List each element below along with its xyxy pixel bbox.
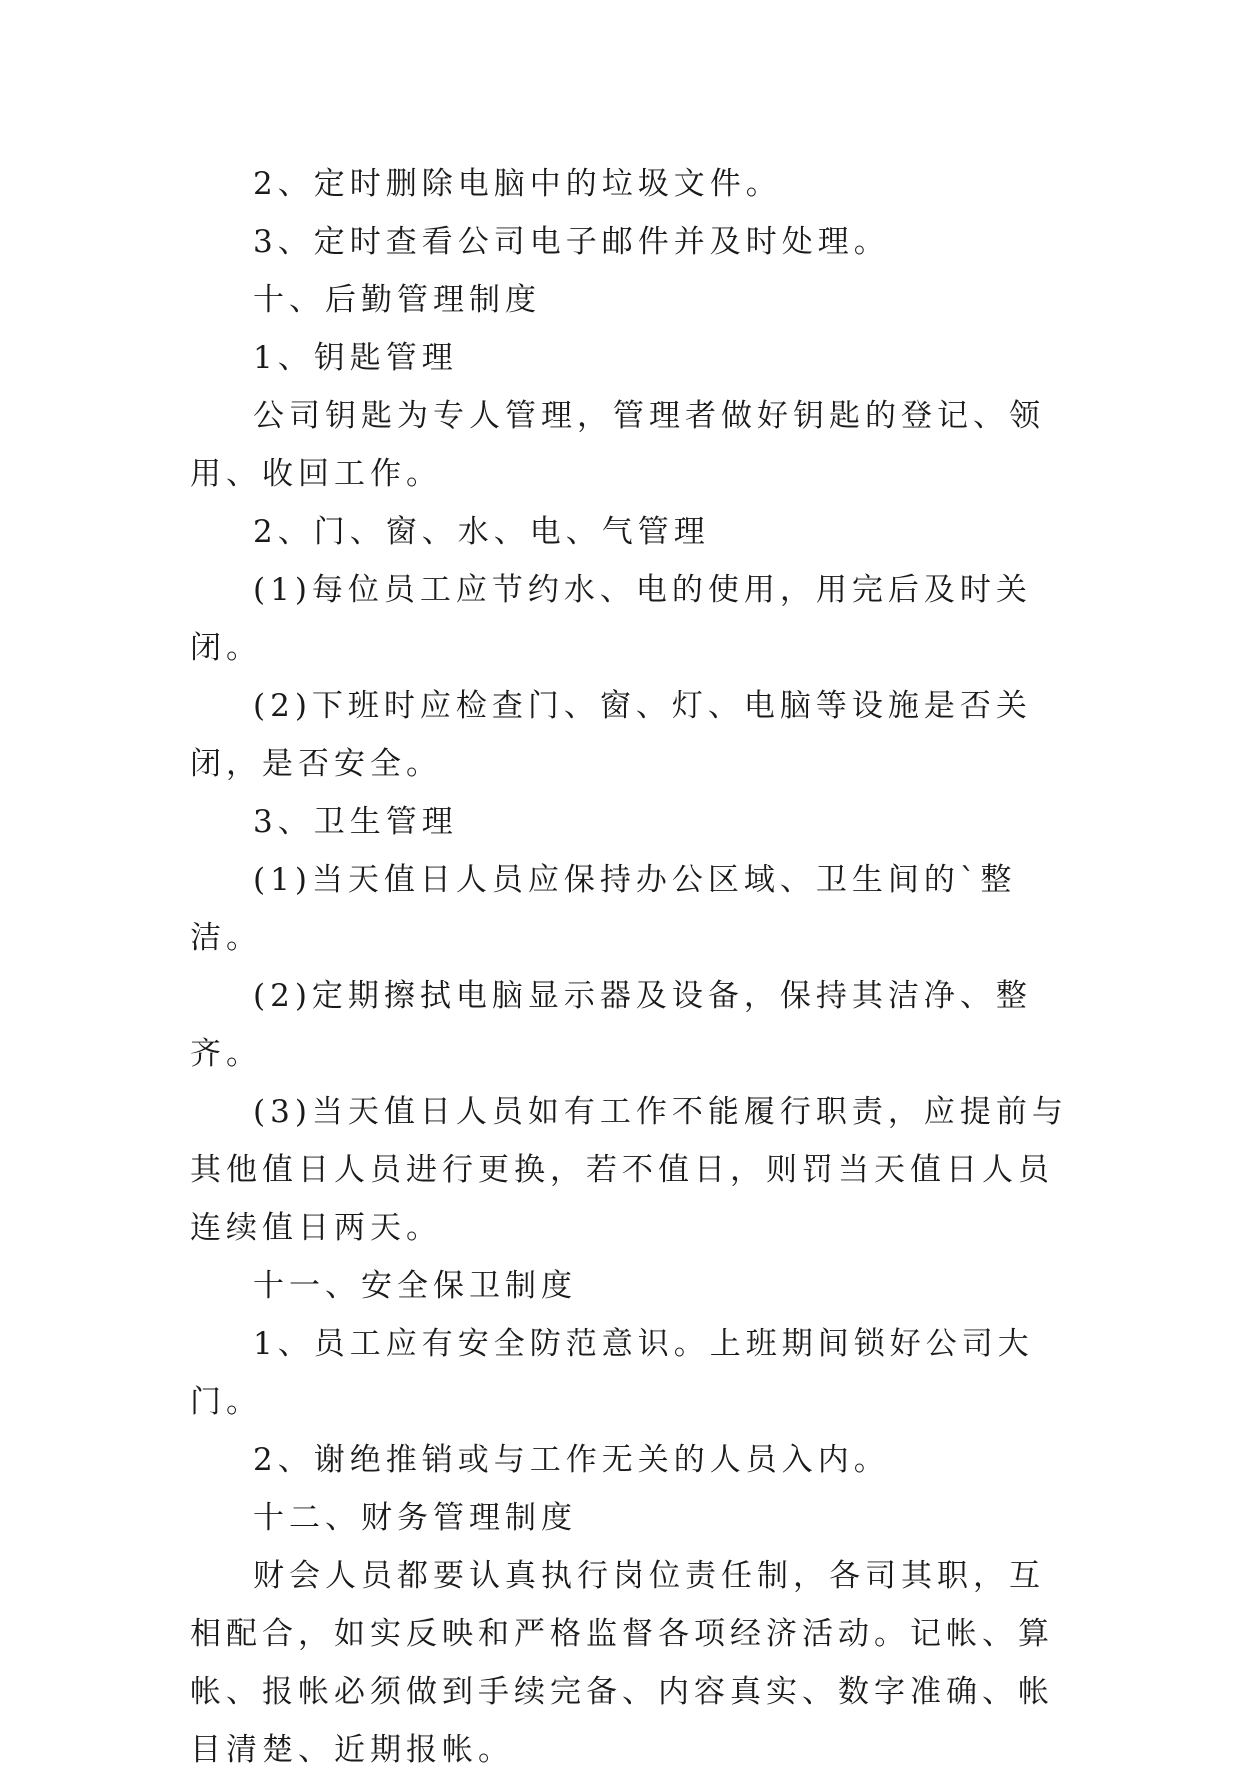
paragraph-utilities-1: (1)每位员工应节约水、电的使用，用完后及时关闭。 (190, 572, 1032, 666)
section-heading-12: 十二、财务管理制度 (253, 1500, 577, 1536)
paragraph-hygiene-2: (2)定期擦拭电脑显示器及设备，保持其洁净、整齐。 (190, 978, 1032, 1072)
paragraph-key-management: 公司钥匙为专人管理，管理者做好钥匙的登记、领用、收回工作。 (190, 398, 1045, 492)
paragraph-hygiene-1: (1)当天值日人员应保持办公区域、卫生间的`整洁。 (190, 862, 1017, 956)
paragraph-finance: 财会人员都要认真执行岗位责任制，各司其职，互相配合，如实反映和严格监督各项经济活动。记帐、算帐、报帐必须做到手续完备、内容真实、数字准确、帐目清楚、近期报帐。 (190, 1558, 1054, 1768)
document-body (190, 155, 1070, 1779)
section-heading-10: 十、后勤管理制度 (253, 282, 541, 318)
section-heading-11: 十一、安全保卫制度 (253, 1268, 577, 1304)
subheading-utilities-management: 2、门、窗、水、电、气管理 (253, 514, 710, 550)
subheading-key-management: 1、钥匙管理 (253, 340, 458, 376)
subheading-hygiene-management: 3、卫生管理 (253, 804, 458, 840)
paragraph-item-3: 3、定时查看公司电子邮件并及时处理。 (253, 224, 890, 260)
paragraph-item-2: 2、定时删除电脑中的垃圾文件。 (253, 166, 782, 202)
paragraph-security-1: 1、员工应有安全防范意识。上班期间锁好公司大门。 (190, 1326, 1034, 1420)
paragraph-utilities-2: (2)下班时应检查门、窗、灯、电脑等设施是否关闭，是否安全。 (190, 688, 1032, 782)
paragraph-hygiene-3: (3)当天值日人员如有工作不能履行职责，应提前与其他值日人员进行更换，若不值日，则罚当天值日人员连续值日两天。 (190, 1094, 1068, 1246)
paragraph-security-2: 2、谢绝推销或与工作无关的人员入内。 (253, 1442, 890, 1478)
